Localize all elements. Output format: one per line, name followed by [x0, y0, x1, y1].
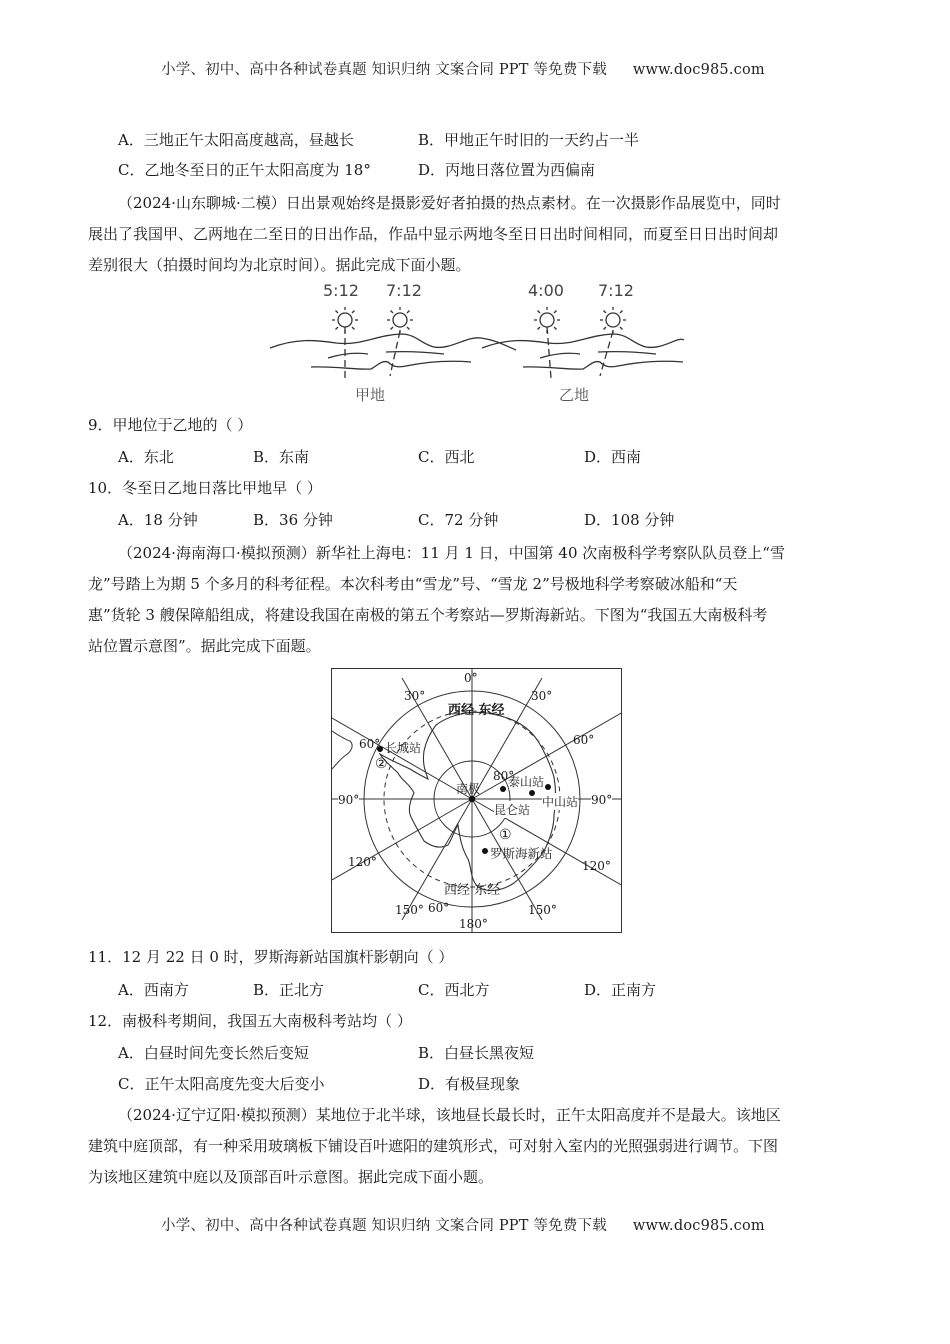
- lon-label-90e: 90°: [591, 793, 613, 807]
- passage-line: （2024·海南海口·模拟预测）新华社上海电：11 月 1 日，中国第 40 次南极科学考察队队员登上“雪: [118, 544, 785, 562]
- marker-1: ①: [499, 827, 512, 843]
- question-12-stem: 12．南极科考期间，我国五大南极科考站均（ ）: [88, 1012, 412, 1030]
- page-footer: [161, 1214, 765, 1235]
- lon-label-60e: 60°: [573, 733, 595, 747]
- lon-label-0: 0°: [464, 671, 478, 685]
- station-zhongshan: 中山站: [542, 795, 579, 809]
- station-taishan: 泰山站: [508, 775, 545, 789]
- lon-label-120w: 120°: [348, 855, 377, 869]
- question-9-stem: 9．甲地位于乙地的（ ）: [88, 416, 253, 434]
- south-pole-label: 南极: [456, 782, 481, 796]
- passage-2: [88, 538, 864, 662]
- station-rosssea: 罗斯海新站: [490, 846, 553, 861]
- footer-url[interactable]: www.doc985.com: [632, 1218, 765, 1234]
- q12-option-c[interactable]: C．正午太阳高度先变大后变小: [118, 1075, 325, 1093]
- passage-line: 展出了我国甲、乙两地在二至日的日出作品，作品中显示两地冬至日日出时间相同，而夏至日日出时间却: [88, 225, 779, 243]
- q12-option-d[interactable]: D．有极昼现象: [418, 1075, 521, 1093]
- station-kunlun: 昆仑站: [494, 803, 531, 817]
- q11-option-b[interactable]: B．正北方: [253, 981, 325, 999]
- passage-line: （2024·山东聊城·二模）日出景观始终是摄影爱好者拍摄的热点素材。在一次摄影作品展览中，同时: [118, 194, 781, 212]
- time-label: 7:12: [598, 281, 634, 300]
- q9-option-c[interactable]: C．西北: [418, 448, 475, 466]
- passage-line: 惠”货轮 3 艘保障船组成，将建设我国在南极的第五个考察站—罗斯海新站。下图为“我国五大南极科考: [88, 606, 768, 624]
- lon-label-30w: 30°: [404, 689, 426, 703]
- q9-option-a[interactable]: A．东北: [118, 448, 174, 466]
- time-label: 7:12: [386, 281, 422, 300]
- passage-3: [88, 1100, 864, 1193]
- q11-option-a[interactable]: A．西南方: [118, 981, 189, 999]
- q12-option-b[interactable]: B．白昼长黑夜短: [418, 1044, 535, 1062]
- time-label: 5:12: [323, 281, 359, 300]
- panel-label-jia: 甲地: [355, 386, 386, 404]
- q12-option-a[interactable]: A．白昼时间先变长然后变短: [118, 1044, 309, 1062]
- sunrise-figure: [266, 280, 686, 408]
- q10-option-c[interactable]: C．72 分钟: [418, 511, 499, 529]
- q9-option-b[interactable]: B．东南: [253, 448, 310, 466]
- q10-option-d[interactable]: D．108 分钟: [584, 511, 675, 529]
- page-header: [161, 58, 765, 79]
- passage-line: 差别很大（拍摄时间均为北京时间）。据此完成下面小题。: [88, 256, 471, 274]
- passage-line: 建筑中庭顶部，有一种采用玻璃板下铺设百叶遮阳的建筑形式，可对射入室内的光照强弱进行调节。下图: [88, 1137, 779, 1155]
- header-text: 小学、初中、高中各种试卷真题 知识归纳 文案合同 PPT 等免费下载: [161, 62, 607, 78]
- panel-label-yi: 乙地: [559, 386, 590, 404]
- prev-option-b: B．甲地正午时旧的一天约占一半: [418, 131, 640, 149]
- lon-label-90w: 90°: [338, 793, 360, 807]
- q11-option-d[interactable]: D．正南方: [584, 981, 657, 999]
- sun-rays: [332, 307, 626, 333]
- passage-line: （2024·辽宁辽阳·模拟预测）某地位于北半球，该地昼长最长时，正午太阳高度并不是最大。该地区: [118, 1106, 781, 1124]
- lon-label-120e: 120°: [582, 859, 611, 873]
- q10-option-a[interactable]: A．18 分钟: [118, 511, 198, 529]
- lon-label-30e: 30°: [531, 689, 553, 703]
- question-10-stem: 10．冬至日乙地日落比甲地早（ ）: [88, 479, 322, 497]
- q10-option-b[interactable]: B．36 分钟: [253, 511, 333, 529]
- q9-option-d[interactable]: D．西南: [584, 448, 642, 466]
- footer-text: 小学、初中、高中各种试卷真题 知识归纳 文案合同 PPT 等免费下载: [161, 1218, 607, 1234]
- lat-label-60: 60°: [428, 901, 450, 915]
- lat-label-80: 80°: [493, 769, 515, 783]
- time-label: 4:00: [528, 281, 564, 300]
- hemisphere-label-top: 西经 东经: [448, 703, 505, 718]
- prev-option-c: C．乙地冬至日的正午太阳高度为 18°: [118, 161, 371, 179]
- q11-option-c[interactable]: C．西北方: [418, 981, 490, 999]
- hemisphere-label-bottom: 西经 东经: [444, 883, 501, 898]
- station-changcheng: 长城站: [385, 741, 422, 755]
- question-11-stem: 11．12 月 22 日 0 时，罗斯海新站国旗杆影朝向（ ）: [88, 948, 454, 966]
- lon-label-180: 180°: [459, 917, 488, 931]
- lon-label-150w: 150°: [395, 903, 424, 917]
- lon-label-150e: 150°: [528, 903, 557, 917]
- prev-option-d: D．丙地日落位置为西偏南: [418, 161, 596, 179]
- prev-option-a: A．三地正午太阳高度越高，昼越长: [118, 131, 354, 149]
- passage-line: 为该地区建筑中庭以及顶部百叶示意图。据此完成下面小题。: [88, 1168, 494, 1186]
- antarctic-station-map: [331, 668, 622, 933]
- passage-line: 龙”号踏上为期 5 个多月的科考征程。本次科考由“雪龙”号、“雪龙 2”号极地科学考察破冰船和“天: [88, 575, 738, 593]
- lon-label-60w: 60°: [359, 737, 381, 751]
- passage-1: [88, 188, 864, 281]
- passage-line: 站位置示意图”。据此完成下面题。: [88, 637, 321, 655]
- marker-2: ②: [375, 756, 388, 772]
- header-url[interactable]: www.doc985.com: [632, 62, 765, 78]
